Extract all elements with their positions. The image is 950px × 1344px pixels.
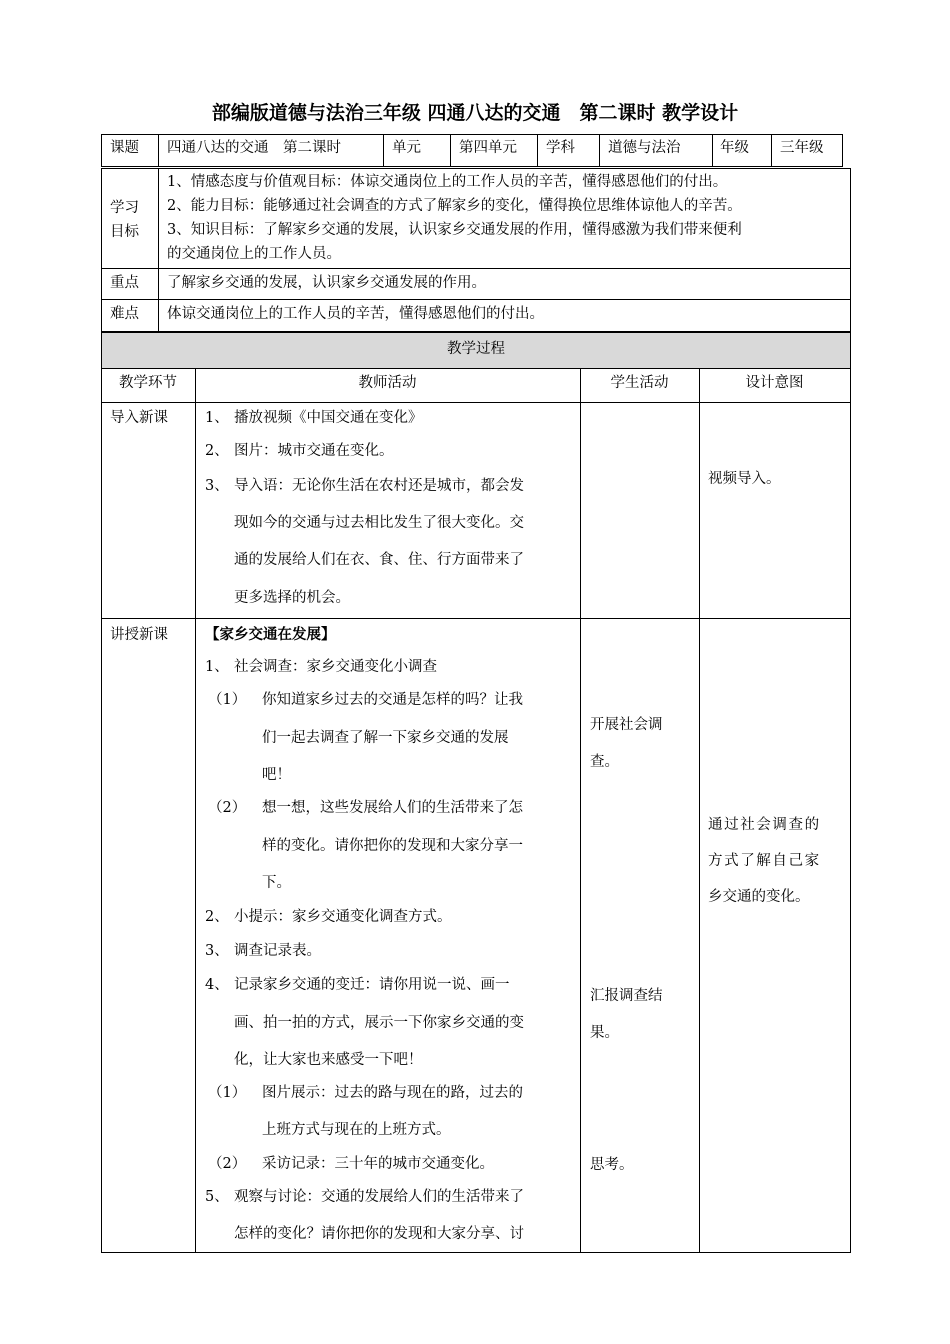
lecture-stage: 讲授新课 — [110, 627, 168, 643]
subject-value: 道德与法治 — [608, 140, 681, 156]
lecture-line: 记录家乡交通的变迁：请你用说一说、画一 — [234, 977, 510, 993]
student-activity: 思考。 — [590, 1157, 634, 1173]
lecture-line: 采访记录：三十年的城市交通变化。 — [262, 1156, 494, 1172]
intro-line: 导入语：无论你生活在农村还是城市，都会发 — [234, 478, 524, 494]
lecture-num: （2） — [208, 1156, 247, 1172]
key-point-label: 重点 — [110, 275, 139, 291]
topic-label: 课题 — [110, 140, 139, 156]
lecture-num: 5、 — [205, 1189, 229, 1205]
lecture-line: 图片展示：过去的路与现在的路，过去的 — [262, 1085, 523, 1101]
objective-line: 1、情感态度与价值观目标：体谅交通岗位上的工作人员的辛苦，懂得感恩他们的付出。 — [167, 174, 728, 190]
subject-label: 学科 — [546, 140, 575, 156]
lecture-line: 下。 — [262, 875, 291, 891]
lecture-num: 4、 — [205, 977, 229, 993]
column-header: 教学环节 — [119, 375, 177, 391]
lecture-num: 3、 — [205, 943, 229, 959]
lecture-line: 样的变化。请你把你的发现和大家分享一 — [262, 838, 523, 854]
lecture-line: 化，让大家也来感受一下吧！ — [234, 1052, 423, 1068]
grade-value: 三年级 — [780, 140, 824, 156]
lecture-line: 想一想，这些发展给人们的生活带来了怎 — [262, 800, 523, 816]
lecture-num: 2、 — [205, 909, 229, 925]
lecture-intent: 通过社会调查的 — [708, 817, 821, 833]
lecture-heading: 【家乡交通在发展】 — [205, 626, 336, 643]
objectives-label-2: 目标 — [110, 224, 139, 240]
unit-value: 第四单元 — [459, 140, 517, 156]
student-activity: 开展社会调 — [590, 717, 663, 733]
lecture-line: 怎样的变化？请你把你的发现和大家分享、讨 — [234, 1226, 524, 1242]
intro-num: 3、 — [205, 478, 229, 494]
difficulty-label: 难点 — [110, 306, 139, 322]
intro-num: 1、 — [205, 410, 229, 426]
column-header: 教师活动 — [358, 375, 417, 391]
intro-stage: 导入新课 — [110, 410, 168, 426]
lecture-intent: 乡交通的变化。 — [708, 889, 810, 905]
lecture-line: 画、拍一拍的方式，展示一下你家乡交通的变 — [234, 1015, 524, 1031]
lecture-line: 社会调查：家乡交通变化小调查 — [234, 659, 437, 675]
process-header: 教学过程 — [447, 341, 505, 357]
lecture-num: （1） — [208, 1085, 247, 1101]
column-header: 设计意图 — [745, 375, 804, 391]
lecture-line: 吧！ — [262, 767, 291, 783]
intro-line: 播放视频《中国交通在变化》 — [234, 410, 423, 426]
student-activity: 查。 — [590, 754, 619, 770]
student-activity: 果。 — [590, 1025, 619, 1041]
topic-value: 四通八达的交通 第二课时 — [167, 140, 341, 156]
objectives-label-1: 学习 — [110, 200, 139, 216]
difficulty-value: 体谅交通岗位上的工作人员的辛苦，懂得感恩他们的付出。 — [167, 306, 544, 322]
grade-label: 年级 — [720, 140, 749, 156]
student-activity: 汇报调查结 — [590, 988, 663, 1004]
lecture-num: （1） — [208, 692, 247, 708]
lecture-line: 们一起去调查了解一下家乡交通的发展 — [262, 730, 509, 746]
intro-line: 更多选择的机会。 — [234, 590, 350, 606]
objective-line: 3、知识目标：了解家乡交通的发展，认识家乡交通发展的作用，懂得感激为我们带来便利 — [167, 222, 742, 238]
lecture-line: 你知道家乡过去的交通是怎样的吗？让我 — [262, 692, 523, 708]
lecture-num: 1、 — [205, 659, 229, 675]
intro-intent: 视频导入。 — [708, 471, 781, 487]
column-header: 学生活动 — [610, 375, 669, 391]
intro-line: 图片：城市交通在变化。 — [234, 443, 394, 459]
lecture-num: （2） — [208, 800, 247, 816]
intro-line: 现如今的交通与过去相比发生了很大变化。交 — [234, 515, 524, 531]
objective-line: 的交通岗位上的工作人员。 — [167, 246, 341, 262]
page-title: 部编版道德与法治三年级 四通八达的交通 第二课时 教学设计 — [211, 102, 739, 124]
lecture-line: 小提示：家乡交通变化调查方式。 — [234, 909, 452, 925]
objective-line: 2、能力目标：能够通过社会调查的方式了解家乡的变化，懂得换位思维体谅他人的辛苦。 — [167, 198, 742, 214]
unit-label: 单元 — [392, 140, 421, 156]
intro-num: 2、 — [205, 443, 229, 459]
intro-line: 通的发展给人们在衣、食、住、行方面带来了 — [234, 552, 524, 568]
lecture-line: 观察与讨论：交通的发展给人们的生活带来了 — [234, 1189, 524, 1205]
lecture-line: 上班方式与现在的上班方式。 — [262, 1122, 451, 1138]
key-point-value: 了解家乡交通的发展，认识家乡交通发展的作用。 — [167, 275, 486, 291]
lecture-line: 调查记录表。 — [234, 943, 321, 959]
lecture-intent: 方式了解自己家 — [708, 853, 821, 869]
